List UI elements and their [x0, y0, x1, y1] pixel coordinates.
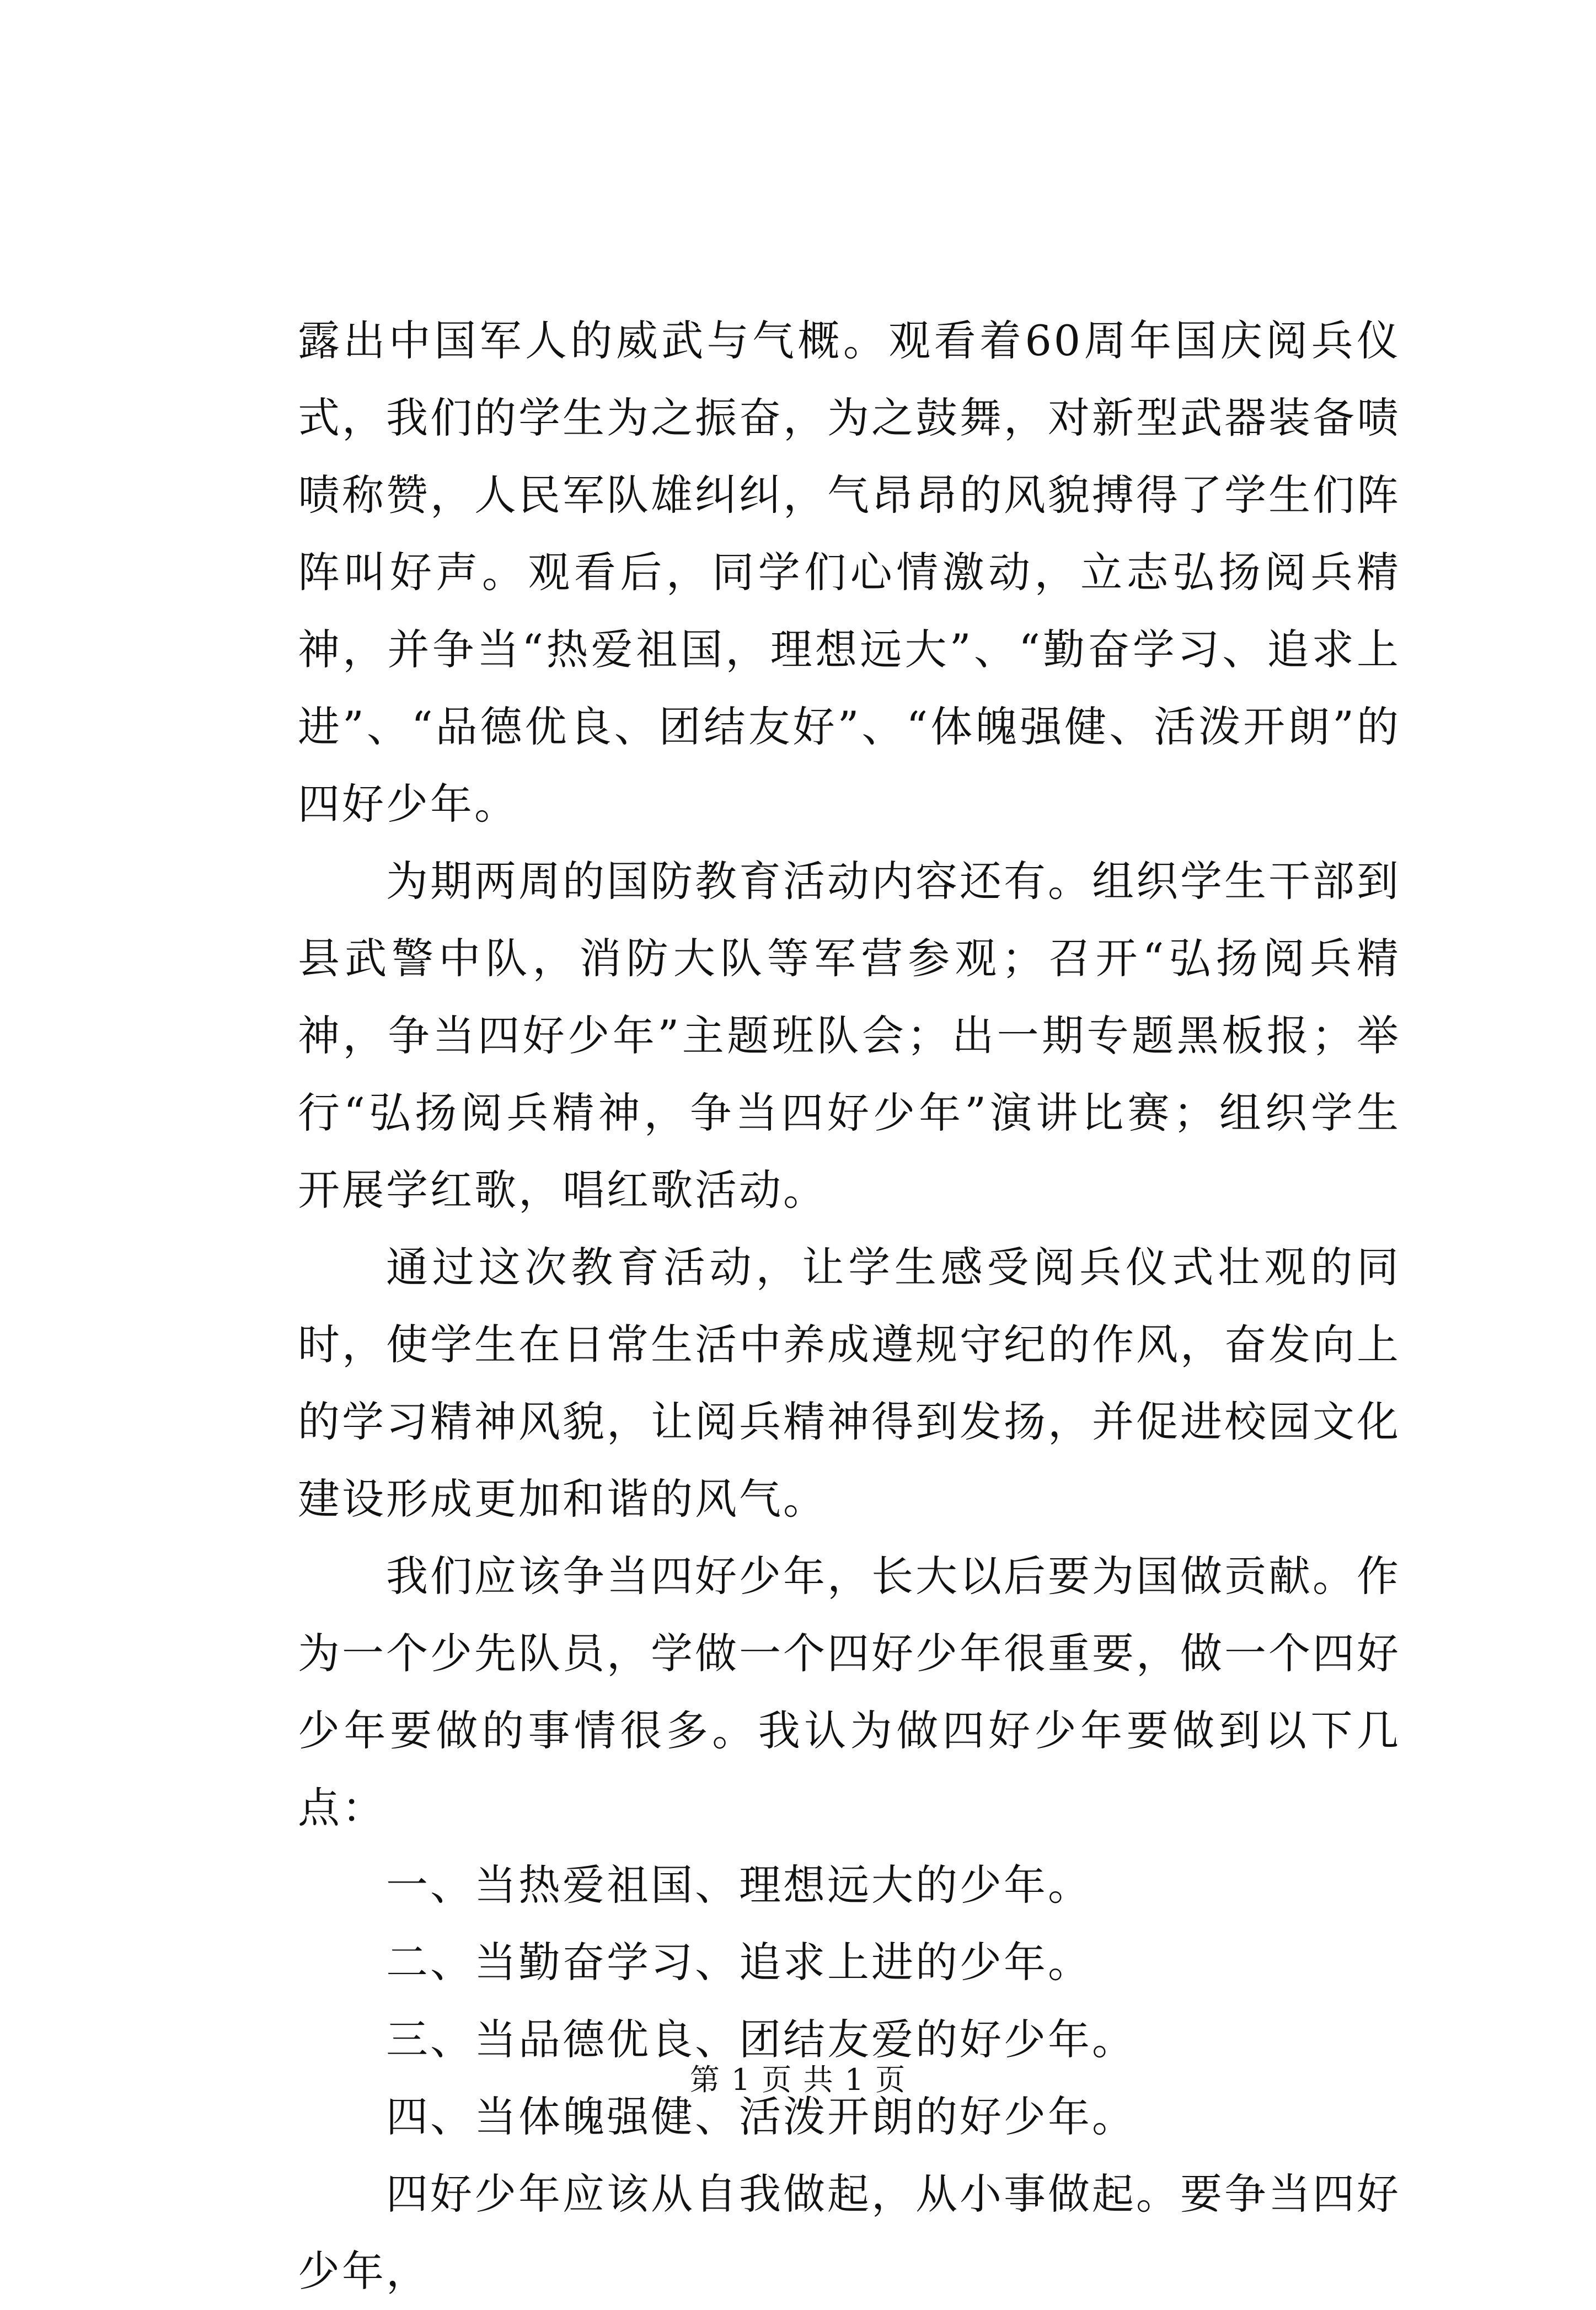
page-footer: 第 1 页 共 1 页 — [689, 2062, 907, 2097]
list-item: 四、当体魄强健、活泼开朗的好少年。 — [386, 2092, 1136, 2141]
list-item: 三、当品德优良、团结友爱的好少年。 — [386, 2015, 1136, 2064]
paragraph-four-good-youth: 我们应该争当四好少年，长大以后要为国做贡献。作为一个少先队员，学做一个四好少年很重要，做一个四好少年要做的事情很多。我认为做四好少年要做到以下几点： — [298, 1552, 1401, 1832]
paragraph-continuation: 露出中国军人的威武与气概。观看着60周年国庆阅兵仪式，我们的学生为之振奋，为之鼓舞，对新型武器装备啧啧称赞，人民军队雄纠纠，气昂昂的风貌搏得了学生们阵阵叫好声。观看后，同学们心情激动，立志弘扬阅兵精神，并争当“热爱祖国，理想远大”、“勤奋学习、追求上进”、“品德优良、团结友好”、“体魄强健、活泼开朗”的四好少年。 — [298, 316, 1401, 828]
list-item: 一、当热爱祖国、理想远大的少年。 — [386, 1860, 1092, 1910]
list-item: 二、当勤奋学习、追求上进的少年。 — [386, 1938, 1092, 1987]
document-body — [298, 302, 1401, 2310]
paragraph-closing: 四好少年应该从自我做起，从小事做起。要争当四好少年， — [298, 2169, 1401, 2296]
paragraph-activities: 为期两周的国防教育活动内容还有。组织学生干部到县武警中队，消防大队等军营参观；召开“弘扬阅兵精神，争当四好少年”主题班队会；出一期专题黑板报；举行“弘扬阅兵精神，争当四好少年”演讲比赛；组织学生开展学红歌，唱红歌活动。 — [298, 857, 1401, 1215]
paragraph-education-outcome: 通过这次教育活动，让学生感受阅兵仪式壮观的同时，使学生在日常生活中养成遵规守纪的作风，奋发向上的学习精神风貌，让阅兵精神得到发扬，并促进校园文化建设形成更加和谐的风气。 — [298, 1243, 1401, 1523]
